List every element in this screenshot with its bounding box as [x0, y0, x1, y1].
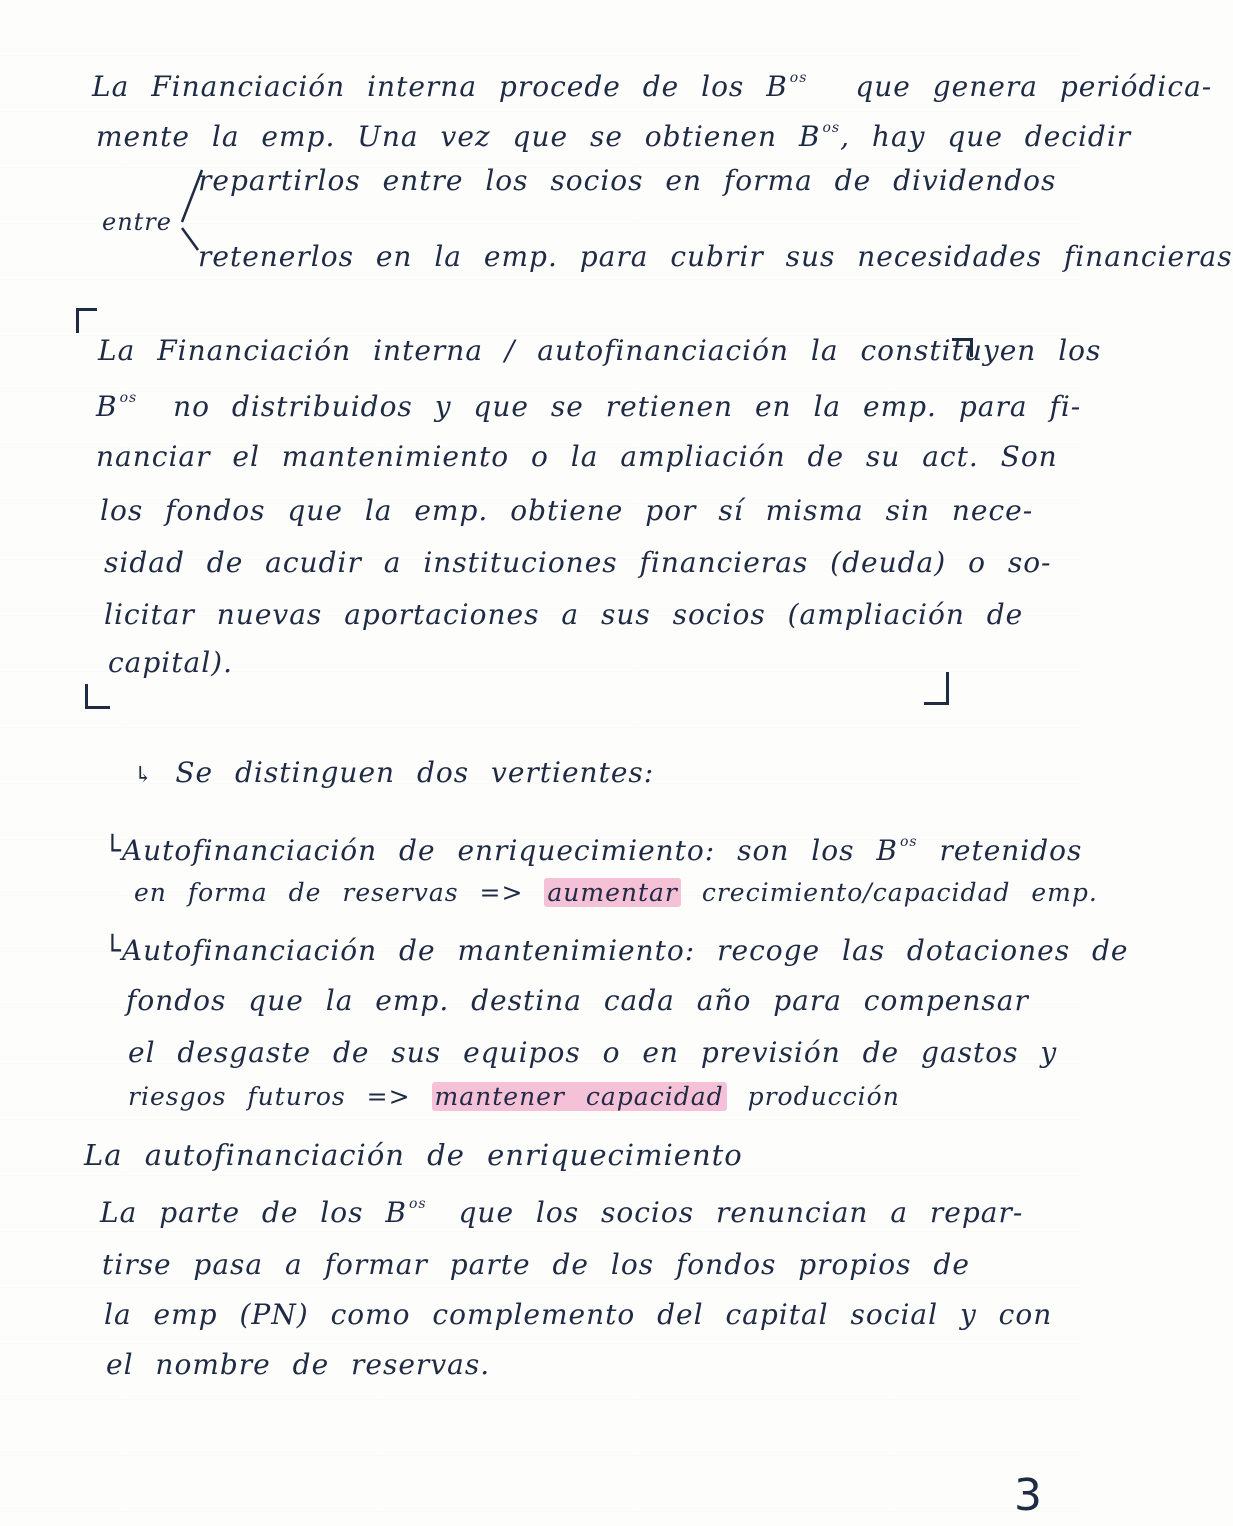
para2-line5: sidad de acudir a instituciones financieras (deuda) o so- [104, 546, 1052, 579]
para1-option1: repartirlos entre los socios en forma de dividendos [198, 164, 1057, 197]
para2-line6: licitar nuevas aportaciones a sus socios (ampliación de [104, 598, 1024, 631]
para2-line3: nanciar el mantenimiento o la ampliación de su act. Son [96, 440, 1058, 473]
section3-line3: la emp (PN) como complemento del capital social y con [104, 1298, 1053, 1331]
vertiente-item1-line2: en forma de reservas => aumentar crecimiento/capacidad emp. [134, 878, 1098, 907]
vertiente-item2-line2: fondos que la emp. destina cada año para compensar [126, 984, 1029, 1017]
para1-option2: retenerlos en la emp. para cubrir sus necesidades financieras [198, 240, 1233, 273]
highlight-aumentar: aumentar [544, 878, 681, 907]
vertiente-item2-line1: └Autofinanciación de mantenimiento: recoge las dotaciones de [104, 934, 1129, 967]
section3-line1: La parte de los B $^{os}$ que los socios renuncian a repar- [100, 1196, 1024, 1229]
para2-line7: capital). [108, 646, 233, 679]
vertiente-item2-line4: riesgos futuros => mantener capacidad producción [128, 1082, 900, 1111]
highlight-mantener-capacidad: mantener capacidad [432, 1082, 727, 1111]
corner-bracket-icon [85, 684, 110, 709]
para2-line1: La Financiación interna / autofinanciación la constituyen los [98, 334, 1102, 367]
vertientes-intro: ↳ Se distinguen dos vertientes: [134, 756, 655, 789]
para1-line2: mente la emp. Una vez que se obtienen B $^{os}$, hay que decidir [96, 120, 1132, 153]
para1-entre: entre [102, 208, 172, 236]
corner-bracket-icon [924, 672, 949, 705]
corner-bracket-icon [76, 308, 97, 333]
page-number: 3 [1014, 1470, 1042, 1521]
arrow-right-icon: ↳ [134, 763, 154, 788]
vertiente-item1-line1: └Autofinanciación de enriquecimiento: son los B $^{os}$ retenidos [104, 834, 1083, 867]
para1-line1: La Financiación interna procede de los B $^{os}$ que genera periódica- [92, 70, 1213, 103]
para2-line4: los fondos que la emp. obtiene por sí misma sin nece- [100, 494, 1034, 527]
section3-heading: La autofinanciación de enriquecimiento [84, 1138, 743, 1172]
para2-line2: B $^{os}$ no distribuidos y que se retienen en la emp. para fi- [96, 390, 1082, 423]
vertiente-item2-line3: el desgaste de sus equipos o en previsión de gastos y [128, 1036, 1058, 1069]
section3-line2: tirse pasa a formar parte de los fondos propios de [102, 1248, 970, 1281]
section3-line4: el nombre de reservas. [106, 1348, 491, 1381]
